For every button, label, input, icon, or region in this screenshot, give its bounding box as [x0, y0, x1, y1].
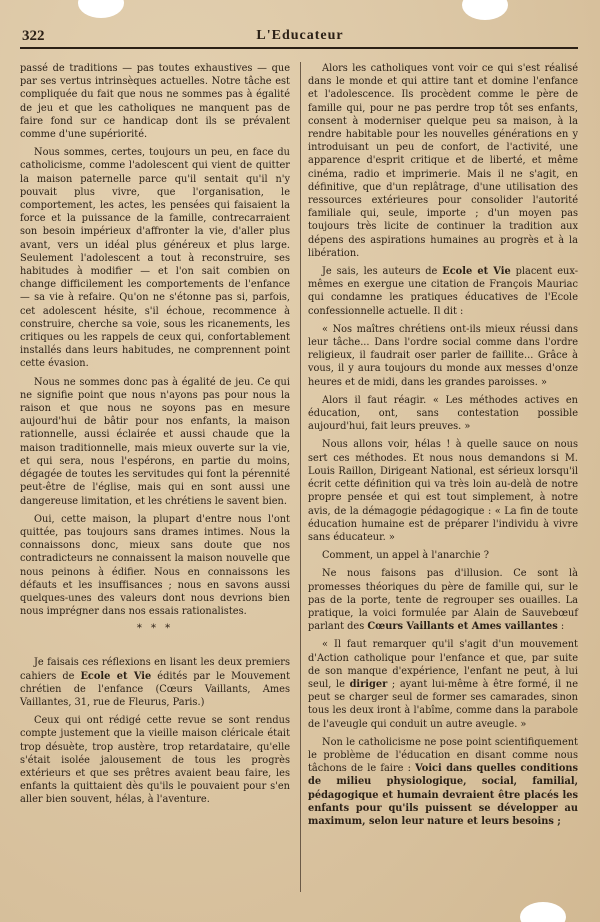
right-column	[308, 62, 578, 833]
header-rule	[20, 47, 578, 49]
text-run: Ne nous faisons pas d'illusion. Ce sont là promesses théoriques du père de famille qui, sur le pas de la porte, tente de regrouper ses ouailles. La pratique, la voici formulée par Alain de Sauvebœuf parlant des	[308, 568, 578, 633]
text-run: :	[557, 621, 565, 633]
text-run: édités par le Mouvement chrétien de l'enfance (Cœurs Vaillants, Ames Vaillantes, 31, rue de Fleurus, Paris.)	[20, 670, 291, 708]
text-run: Je sais, les auteurs de	[322, 266, 443, 278]
punch-hole	[78, 0, 124, 18]
paragraph: Comment, un appel à l'anarchie ?	[322, 550, 489, 562]
paragraph: Ceux qui ont rédigé cette revue se sont rendus compte justement que la vieille maison cléricale était trop désuète, trop austère, trop retardataire, qu'elle s'était isolée jalousement de tous les progrès extérieurs et que ses prêtres avaient beau faire, les enfants la quittaient dès qu'ils le pouvaient pour s'en aller bien souvent, hélas, à l'aventure.	[20, 715, 290, 806]
paragraph	[308, 736, 578, 828]
journal-title: Ecole et Vie	[80, 670, 152, 682]
paragraph	[20, 656, 290, 709]
paragraph	[308, 265, 578, 318]
quotation	[308, 638, 578, 730]
page-number: 322	[22, 28, 45, 44]
paragraph	[308, 567, 578, 633]
punch-hole	[462, 0, 508, 20]
text-run: Non le catholicisme ne pose point scientifiquement le problème de l'éducation en disant comme nous tâchons de le faire :	[308, 736, 578, 775]
text-columns	[20, 62, 586, 892]
paragraph: Alors les catholiques vont voir ce qui s'est réalisé dans le monde et qui attire tant et domine l'enfance et l'adolescence. Ils procèdent comme le père de famille qui, pour ne pas perdre trop tôt ses enfants, consent à moderniser quelque peu sa maison, à la rendre habitable pour les nouvelles générations en y introduisant un peu de confort, de l'activité, une apparence d'esprit critique et de liberté, et même cinéma, radio et imprimerie. Mais il ne s'agit, en définitive, que d'un replâtrage, d'une utilisation des ressources extérieures pour consolider l'autorité familiale qui, seule, importe ; d'un moyen pas toujours très licite de continuer la tradition aux dépens des aspirations humaines au progrès et à la libération.	[308, 63, 578, 259]
text-run: ; ayant lui-même à être formé, il ne peut se charger seul de former ses camarades, sinon tous les deux iront à l'abîme, comme dans la parabole de l'aveugle qui conduit un autre aveugle. »	[308, 678, 578, 730]
paragraph: Nous allons voir, hélas ! à quelle sauce on nous sert ces méthodes. Et nous nous demandons si M. Louis Raillon, Dirigeant National, est sérieux lorsqu'il écrit cette définition qui va très loin au-delà de notre propre pensée et qui est tout simplement, à notre avis, de la démagogie pédagogique : « La fin de toute éducation humaine est de préparer l'individu à vivre sans éducateur. »	[308, 439, 578, 543]
paragraph: Alors il faut réagir. « Les méthodes actives en éducation, ont, sans contestation possible aujourd'hui, fait leurs preuves. »	[308, 394, 578, 433]
punch-hole	[520, 902, 566, 922]
column-divider	[300, 62, 301, 892]
left-column	[20, 62, 290, 812]
paragraph: Nous ne sommes donc pas à égalité de jeu. Ce qui ne signifie point que nous n'ayons pas pour nous la raison et que nous ne soyons pas en mesure aujourd'hui de bâtir pour nos enfants, la maison rationnelle, aussi éclairée et aussi chaude que la maison traditionnelle, mais mieux ouverte sur la vie, et qui sera, nous l'espérons, en partie du moins, dégagée de toutes les servitudes qui font la pérennité peut-être de l'église, mais qui en sont aussi une dangereuse limitation, et les chrétiens le savent bien.	[20, 376, 290, 507]
quotation: « Nos maîtres chrétiens ont-ils mieux réussi dans leur tâche... Dans l'ordre social comme dans l'ordre religieux, il faudrait oser parler de faillite... Grâce à vous, il y aura toujours du monde aux messes d'onze heures et de midi, dans les grandes paroisses. »	[308, 323, 578, 388]
section-separator: * * *	[136, 623, 174, 635]
emphasis: diriger	[349, 678, 388, 690]
paragraph: passé de traditions — pas toutes exhaustives — que par ses vertus intrinsèques actuelles. Notre tâche est compliquée du fait que nous ne sommes pas à égalité de jeu et que les catholiques ne manquent pas de faire fond sur ce handicap dont ils se prévalent comme d'une supériorité.	[20, 63, 290, 141]
page-header	[22, 28, 578, 48]
running-title: L'Educateur	[256, 28, 344, 43]
text-run: placent eux-mêmes en exergue une citation de François Mauriac qui condamne les pratiques éducatives de l'Ecole confessionnelle actuelle. Il dit :	[308, 266, 579, 317]
emphasis: Voici dans quelles conditions de milieu physiologique, social, familial, pédagogique et humain devraient être placés les enfants pour qu'ils puissent se développer au maximum, selon leur nature et leurs besoins ;	[308, 763, 578, 827]
text-run: Je faisais ces réflexions en lisant les deux premiers cahiers de	[20, 657, 290, 682]
text-run: « Il faut remarquer qu'il s'agit d'un mouvement d'Action catholique pour l'enfance et que, par suite de son manque d'expérience, l'enfant ne peut, à lui seul, le	[308, 639, 578, 690]
movement-name: Cœurs Vaillants et Ames vaillantes	[367, 621, 558, 633]
paragraph: Oui, cette maison, la plupart d'entre nous l'ont quittée, pas toujours sans drames intimes. Nous la connaissons donc, mieux sans doute que nos contradicteurs ne connaissent la maison nouvelle que nous peinons à édifier. Nous en connaissons les défauts et les insuffisances ; nous en savons aussi quelques-unes des valeurs dont nous devrions bien nous imprégner dans nos essais rationalistes.	[20, 513, 290, 618]
paragraph: Nous sommes, certes, toujours un peu, en face du catholicisme, comme l'adolescent qui vient de quitter la maison paternelle parce qu'il sentait qu'il n'y pouvait plus vivre, que l'organisation, le comportement, les actes, les pensées qui faisaient la force et la puissance de la famille, contrecarraient son besoin impérieux d'affronter la vie, d'aller plus avant, vers un idéal plus généreux et plus large. Seulement l'adolescent a tout à reconstruire, ses habitudes à modifier — et l'on sait combien on change difficilement les comportements de l'enfance — sa vie à refaire. Qu'on ne s'étonne pas si, parfois, cet adolescent hésite, s'il échoue, recommence à construire, cherche sa voie, sous les ricanements, les critiques ou les rappels de ceux qui, confortablement installés dans leurs habitudes, ne comprennent point cette évasion.	[20, 147, 290, 370]
journal-title: Ecole et Vie	[442, 266, 511, 278]
